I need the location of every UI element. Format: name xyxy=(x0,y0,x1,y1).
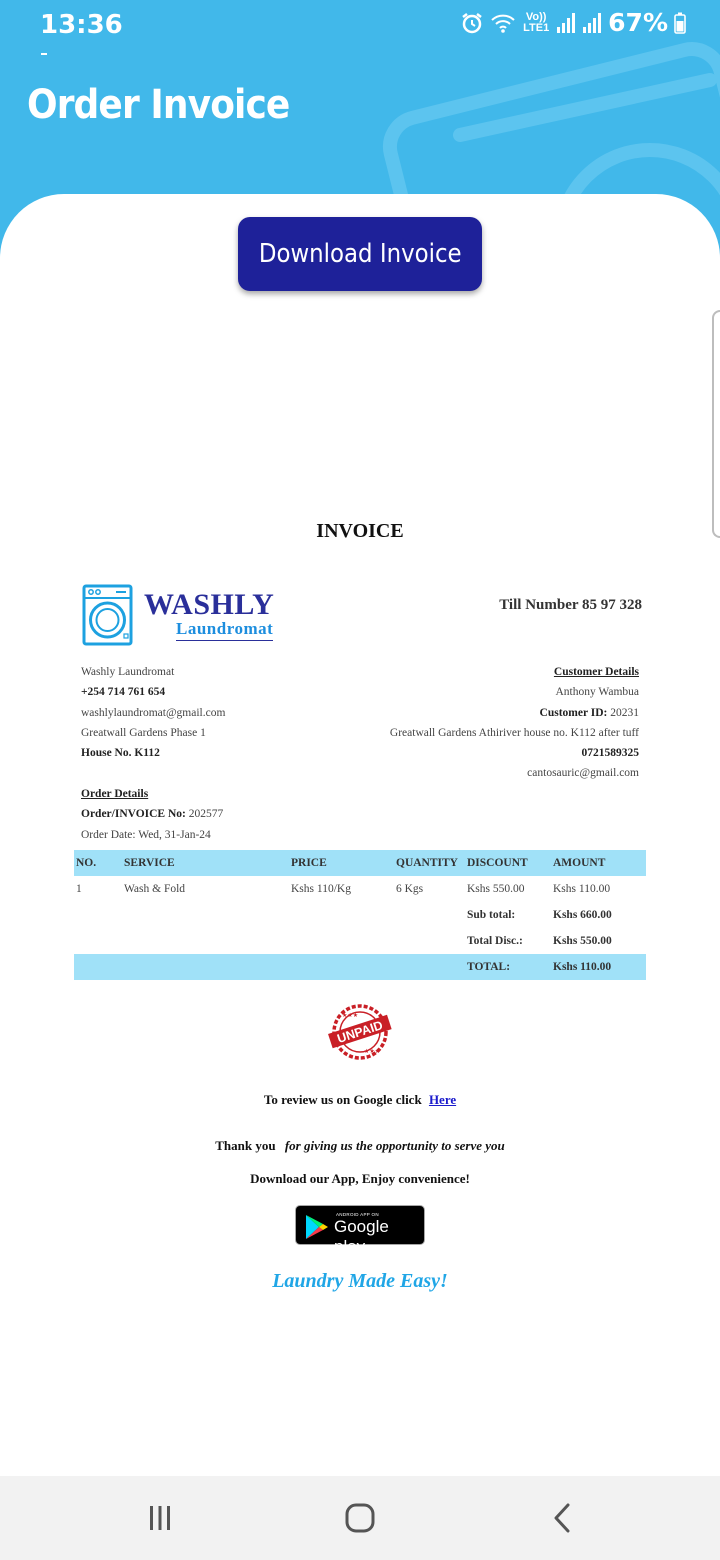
battery-percent: 67% xyxy=(608,8,668,37)
app-promo-line: Download our App, Enjoy convenience! xyxy=(250,1171,470,1186)
review-text: To review us on Google click xyxy=(263,1092,422,1107)
customer-id-label: Customer ID: xyxy=(539,706,608,719)
total-discount-value: Kshs 550.00 xyxy=(553,935,612,947)
table-row xyxy=(74,876,646,902)
business-details xyxy=(81,662,225,763)
row-service: Wash & Fold xyxy=(124,883,186,895)
alarm-icon xyxy=(460,11,484,35)
scroll-handle[interactable] xyxy=(712,310,720,538)
download-invoice-button[interactable] xyxy=(238,217,482,291)
customer-details xyxy=(390,662,639,784)
home-icon xyxy=(344,1502,376,1534)
back-icon xyxy=(551,1502,573,1534)
play-store-icon xyxy=(304,1214,330,1240)
header-price: PRICE xyxy=(291,857,327,869)
tagline: Laundry Made Easy! xyxy=(272,1270,448,1292)
header-discount: DISCOUNT xyxy=(467,857,528,869)
row-no: 1 xyxy=(76,883,82,895)
status-indicator xyxy=(41,53,47,55)
subtotal-row xyxy=(74,902,646,928)
subtotal-label: Sub total: xyxy=(467,909,516,921)
svg-text:★★★: ★★★ xyxy=(342,1013,359,1019)
business-email: washlylaundromat@gmail.com xyxy=(81,706,226,719)
customer-phone: 0721589325 xyxy=(581,747,639,760)
signal-icon xyxy=(556,12,576,34)
status-time: 13:36 xyxy=(40,10,123,40)
total-row xyxy=(74,954,646,980)
page-title: Order Invoice xyxy=(27,82,290,128)
table-header xyxy=(74,850,646,876)
business-phone: +254 714 761 654 xyxy=(81,686,166,699)
customer-email: cantosauric@gmail.com xyxy=(527,767,639,780)
review-line xyxy=(0,1092,720,1108)
order-details xyxy=(81,784,223,845)
till-number: Till Number 85 97 328 xyxy=(499,597,642,613)
status-icons xyxy=(460,8,686,37)
google-play-badge[interactable] xyxy=(295,1205,425,1256)
header-amount: AMOUNT xyxy=(553,857,606,869)
battery-icon xyxy=(674,12,686,34)
header-no: NO. xyxy=(76,857,97,869)
network-type: Vo)) LTE1 xyxy=(523,10,550,34)
order-date: Order Date: Wed, 31-Jan-24 xyxy=(81,828,211,841)
subtotal-value: Kshs 660.00 xyxy=(553,909,612,921)
thanks-prefix: Thank you xyxy=(215,1138,276,1153)
row-discount: Kshs 550.00 xyxy=(467,883,525,895)
header-service: SERVICE xyxy=(124,857,175,869)
invoice-title: INVOICE xyxy=(316,520,404,542)
customer-address: Greatwall Gardens Athiriver house no. K112 after tuff xyxy=(389,726,639,739)
customer-heading: Customer Details xyxy=(553,666,639,678)
order-no-value: 202577 xyxy=(188,808,224,821)
order-no-label: Order/INVOICE No: xyxy=(81,808,186,821)
thanks-line xyxy=(0,1138,720,1154)
business-house: House No. K112 xyxy=(81,747,160,760)
status-bar xyxy=(0,0,720,54)
recent-apps-button[interactable] xyxy=(140,1498,180,1538)
review-link[interactable]: Here xyxy=(428,1092,457,1107)
total-label: TOTAL: xyxy=(467,961,511,973)
total-discount-row xyxy=(74,928,646,954)
unpaid-stamp-text: UNPAID xyxy=(335,1018,385,1046)
business-name: Washly Laundromat xyxy=(81,666,175,678)
row-amount: Kshs 110.00 xyxy=(553,883,611,895)
brand-name: WASHLY xyxy=(144,588,275,621)
washing-machine-icon xyxy=(82,584,134,646)
gplay-big-text: Google play xyxy=(334,1217,389,1256)
recent-apps-icon xyxy=(145,1504,175,1532)
system-nav-bar xyxy=(0,1476,720,1560)
header-quantity: QUANTITY xyxy=(396,857,458,869)
invoice-table xyxy=(74,850,646,980)
back-button[interactable] xyxy=(542,1498,582,1538)
wifi-icon xyxy=(490,12,516,34)
total-value: Kshs 110.00 xyxy=(553,961,612,973)
unpaid-stamp-icon xyxy=(328,1003,392,1061)
gplay-small-text: ANDROID APP ON xyxy=(336,1212,379,1217)
row-quantity: 6 Kgs xyxy=(396,883,424,895)
order-heading: Order Details xyxy=(81,788,149,800)
home-button[interactable] xyxy=(340,1498,380,1538)
brand-underline xyxy=(176,640,273,641)
brand-subtitle: Laundromat xyxy=(176,619,274,638)
download-invoice-label: Download Invoice xyxy=(258,239,462,269)
customer-name: Anthony Wambua xyxy=(555,686,639,699)
business-address: Greatwall Gardens Phase 1 xyxy=(81,726,206,739)
thanks-script: for giving us the opportunity to serve you xyxy=(284,1138,505,1153)
total-discount-label: Total Disc.: xyxy=(467,935,523,947)
svg-text:★★★: ★★★ xyxy=(364,1049,381,1055)
row-price: Kshs 110/Kg xyxy=(291,883,351,895)
signal-icon xyxy=(582,12,602,34)
customer-id-value: 20231 xyxy=(610,706,639,719)
